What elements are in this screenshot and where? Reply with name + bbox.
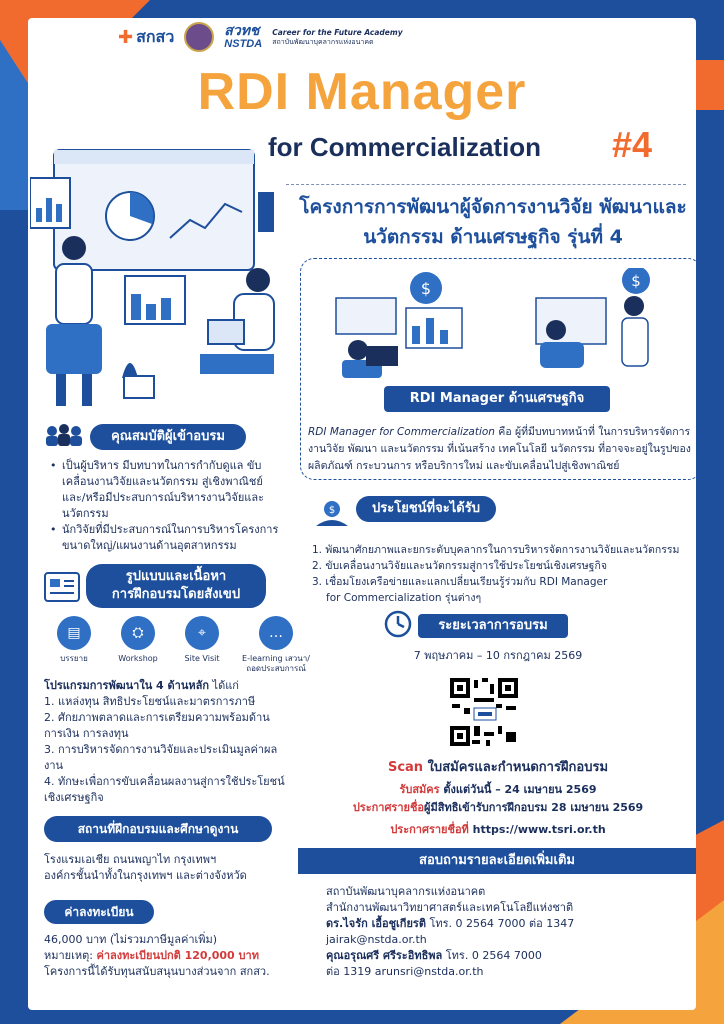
map-icon: ⌖ <box>185 616 219 650</box>
application-period: รับสมัคร ตั้งแต่วันนี้ – 24 เมษายน 2569 <box>399 783 597 796</box>
list-item: 3. การบริหารจัดการงานวิจัยและประเมินมูลค่าผลงาน <box>44 743 278 772</box>
cfa-logo: Career for the Future Academy สถาบันพัฒนาบุคลากรแห่งอนาคต <box>272 27 403 46</box>
clock-icon <box>384 610 412 638</box>
venue-text: โรงแรมเอเชีย ถนนพญาไท กรุงเทพฯ องค์กรชั้นนำทั้งในกรุงเทพฯ และต่างจังหวัด <box>44 853 247 882</box>
title-divider <box>286 184 686 185</box>
schedule-heading: ระยะเวลาการอบรม <box>418 614 568 638</box>
nstda-logo: สวทช NSTDA <box>224 22 263 50</box>
qualifications-list <box>48 458 286 554</box>
schedule-dates: 7 พฤษภาคม – 10 กรกฎาคม 2569 <box>413 649 583 662</box>
email-link[interactable]: jairak@nstda.or.th <box>326 933 427 946</box>
list-item: for Commercialization รุ่นต่างๆ <box>326 592 482 604</box>
email-link[interactable]: ต่อ 1319 arunsri@nstda.or.th <box>326 965 484 978</box>
money-plant-icon <box>312 500 352 528</box>
list-item: 2. ศักยภาพตลาดและการเตรียมความพร้อมด้านการเงิน การลงทุน <box>44 711 270 740</box>
fee-heading: ค่าลงทะเบียน <box>44 900 154 924</box>
contact-heading: สอบถามรายละเอียดเพิ่มเติม <box>298 848 696 874</box>
list-item: • นักวิจัยที่มีประสบการณ์ในการบริหารโครงการขนาดใหญ่/แผนงานด้านอุตสาหกรรม <box>48 522 286 554</box>
scan-line: Scan ใบสมัครและกำหนดการฝึกอบรม <box>387 760 609 775</box>
mode-elearning: … E-learning เสวนา/ถอดประสบการณ์ <box>236 616 316 674</box>
edition-number: #4 <box>612 124 653 165</box>
list-item: 1. พัฒนาศักยภาพและยกระดับบุคลากรในการบริหารจัดการงานวิจัยและนวัตกรรม <box>312 544 680 556</box>
workshop-icon: ⛭ <box>121 616 155 650</box>
subtitle: for Commercialization <box>268 132 542 162</box>
benefits-list <box>312 542 702 606</box>
chat-icon: … <box>259 616 293 650</box>
list-item: 4. ทักษะเพื่อการขับเคลื่อนผลงานสู่การใช้ประโยชน์เชิงเศรษฐกิจ <box>44 775 285 804</box>
list-item: 2. ขับเคลื่อนงานวิจัยและนวัตกรรมสู่การใช้ประโยชน์เชิงเศรษฐกิจ <box>312 560 607 572</box>
benefits-heading: ประโยชน์ที่จะได้รับ <box>356 496 496 522</box>
rdi-heading: RDI Manager ด้านเศรษฐกิจ <box>384 386 610 412</box>
project-title: โครงการการพัฒนาผู้จัดการงานวิจัย พัฒนาและ นวัตกรรม ด้านเศรษฐกิจ รุ่นที่ 4 <box>299 196 687 248</box>
svg-text:$: $ <box>631 272 641 290</box>
qualifications-heading: คุณสมบัติผู้เข้าอบรม <box>90 424 246 450</box>
qr-code[interactable] <box>448 676 520 748</box>
mode-lecture: ▤ บรรยาย <box>44 616 104 674</box>
logo-bar <box>118 22 403 52</box>
program-list: โปรแกรมการพัฒนาใน 4 ด้านหลัก ได้แก่ 1. แหล่งทุน สิทธิประโยชน์และมาตรการภาษี 2. ศักยภาพตลาดและการเตรียมความพร้อมด้านการเงิน การลงทุน 3. การบริหารจัดการงานวิจัยและประเมินมูลค่าผลงาน 4. ทักษะเพื่อการขับเคลื่อนผลงานสู่การใช้ประโยชน์เชิงเศรษฐกิจ <box>44 679 285 804</box>
svg-text:$: $ <box>420 279 432 298</box>
mode-site-visit: ⌖ Site Visit <box>172 616 232 674</box>
list-item: • เป็นผู้บริหาร มีบทบาทในการกำกับดูแล ขับเคลื่อนงานวิจัยและนวัตกรรม สู่เชิงพาณิชย์ และ/หรือมีประสบการณ์บริหารงานวิจัยและนวัตกรรม <box>48 458 286 522</box>
announcement-date: ประกาศรายชื่อผู้มีสิทธิเข้ารับการฝึกอบรม 28 เมษายน 2569 <box>352 801 644 814</box>
main-title: RDI Manager <box>197 63 527 121</box>
analytics-illustration <box>30 148 282 408</box>
seal-logo <box>184 22 214 52</box>
contact-details: สถาบันพัฒนาบุคลากรแห่งอนาคต สำนักงานพัฒนาวิทยาศาสตร์และเทคโนโลยีแห่งชาติ ดร.ไจรัก เอื้อชูเกียรติ โทร. 0 2564 7000 ต่อ 1347 jairak@nstda.or.th คุณอรุณศรี ศรีระอิทธิพล โทร. 0 2564 7000 ต่อ 1319 arunsri@nstda.or.th <box>326 884 616 980</box>
list-item: 3. เชื่อมโยงเครือข่ายและแลกเปลี่ยนเรียนรู้ร่วมกับ RDI Manager <box>312 576 608 588</box>
business-illustration <box>316 268 690 378</box>
website-link[interactable]: https://www.tsri.or.th <box>472 823 606 836</box>
presentation-icon: ▤ <box>57 616 91 650</box>
rdi-description: RDI Manager for Commercialization คือ ผู้ที่มีบทบาทหน้าที่ ในการบริหารจัดการงานวิจัย พัฒนา และนวัตกรรม ที่เน้นสร้าง เทคโนโลยี นวัตกรรม ที่อาจจะอยู่ในรูปของผลิตภัณฑ์ กระบวนการ หรือบริการใหม่ และขับเคลื่อนไปสู่เชิงพาณิชย์ <box>308 426 691 472</box>
list-item: 1. แหล่งทุน สิทธิประโยชน์และมาตรการภาษี <box>44 695 256 708</box>
venue-heading: สถานที่ฝึกอบรมและศึกษาดูงาน <box>44 816 272 842</box>
document-icon <box>44 572 80 602</box>
fee-text: 46,000 บาท (ไม่รวมภาษีมูลค่าเพิ่ม) หมายเหตุ: ค่าลงทะเบียนปกติ 120,000 บาท โครงการนี้ได้รับทุนสนับสนุนบางส่วนจาก สกสว. <box>44 933 270 978</box>
mode-workshop: ⛭ Workshop <box>108 616 168 674</box>
format-heading: รูปแบบและเนื้อหา การฝึกอบรมโดยสังเขป <box>86 564 266 608</box>
svg-text:$: $ <box>328 505 336 516</box>
format-modes <box>44 616 316 674</box>
tsri-logo: ✚ สกสว <box>118 26 175 48</box>
people-icon <box>44 424 84 446</box>
announcement-url: ประกาศรายชื่อที่ https://www.tsri.or.th <box>390 823 606 836</box>
